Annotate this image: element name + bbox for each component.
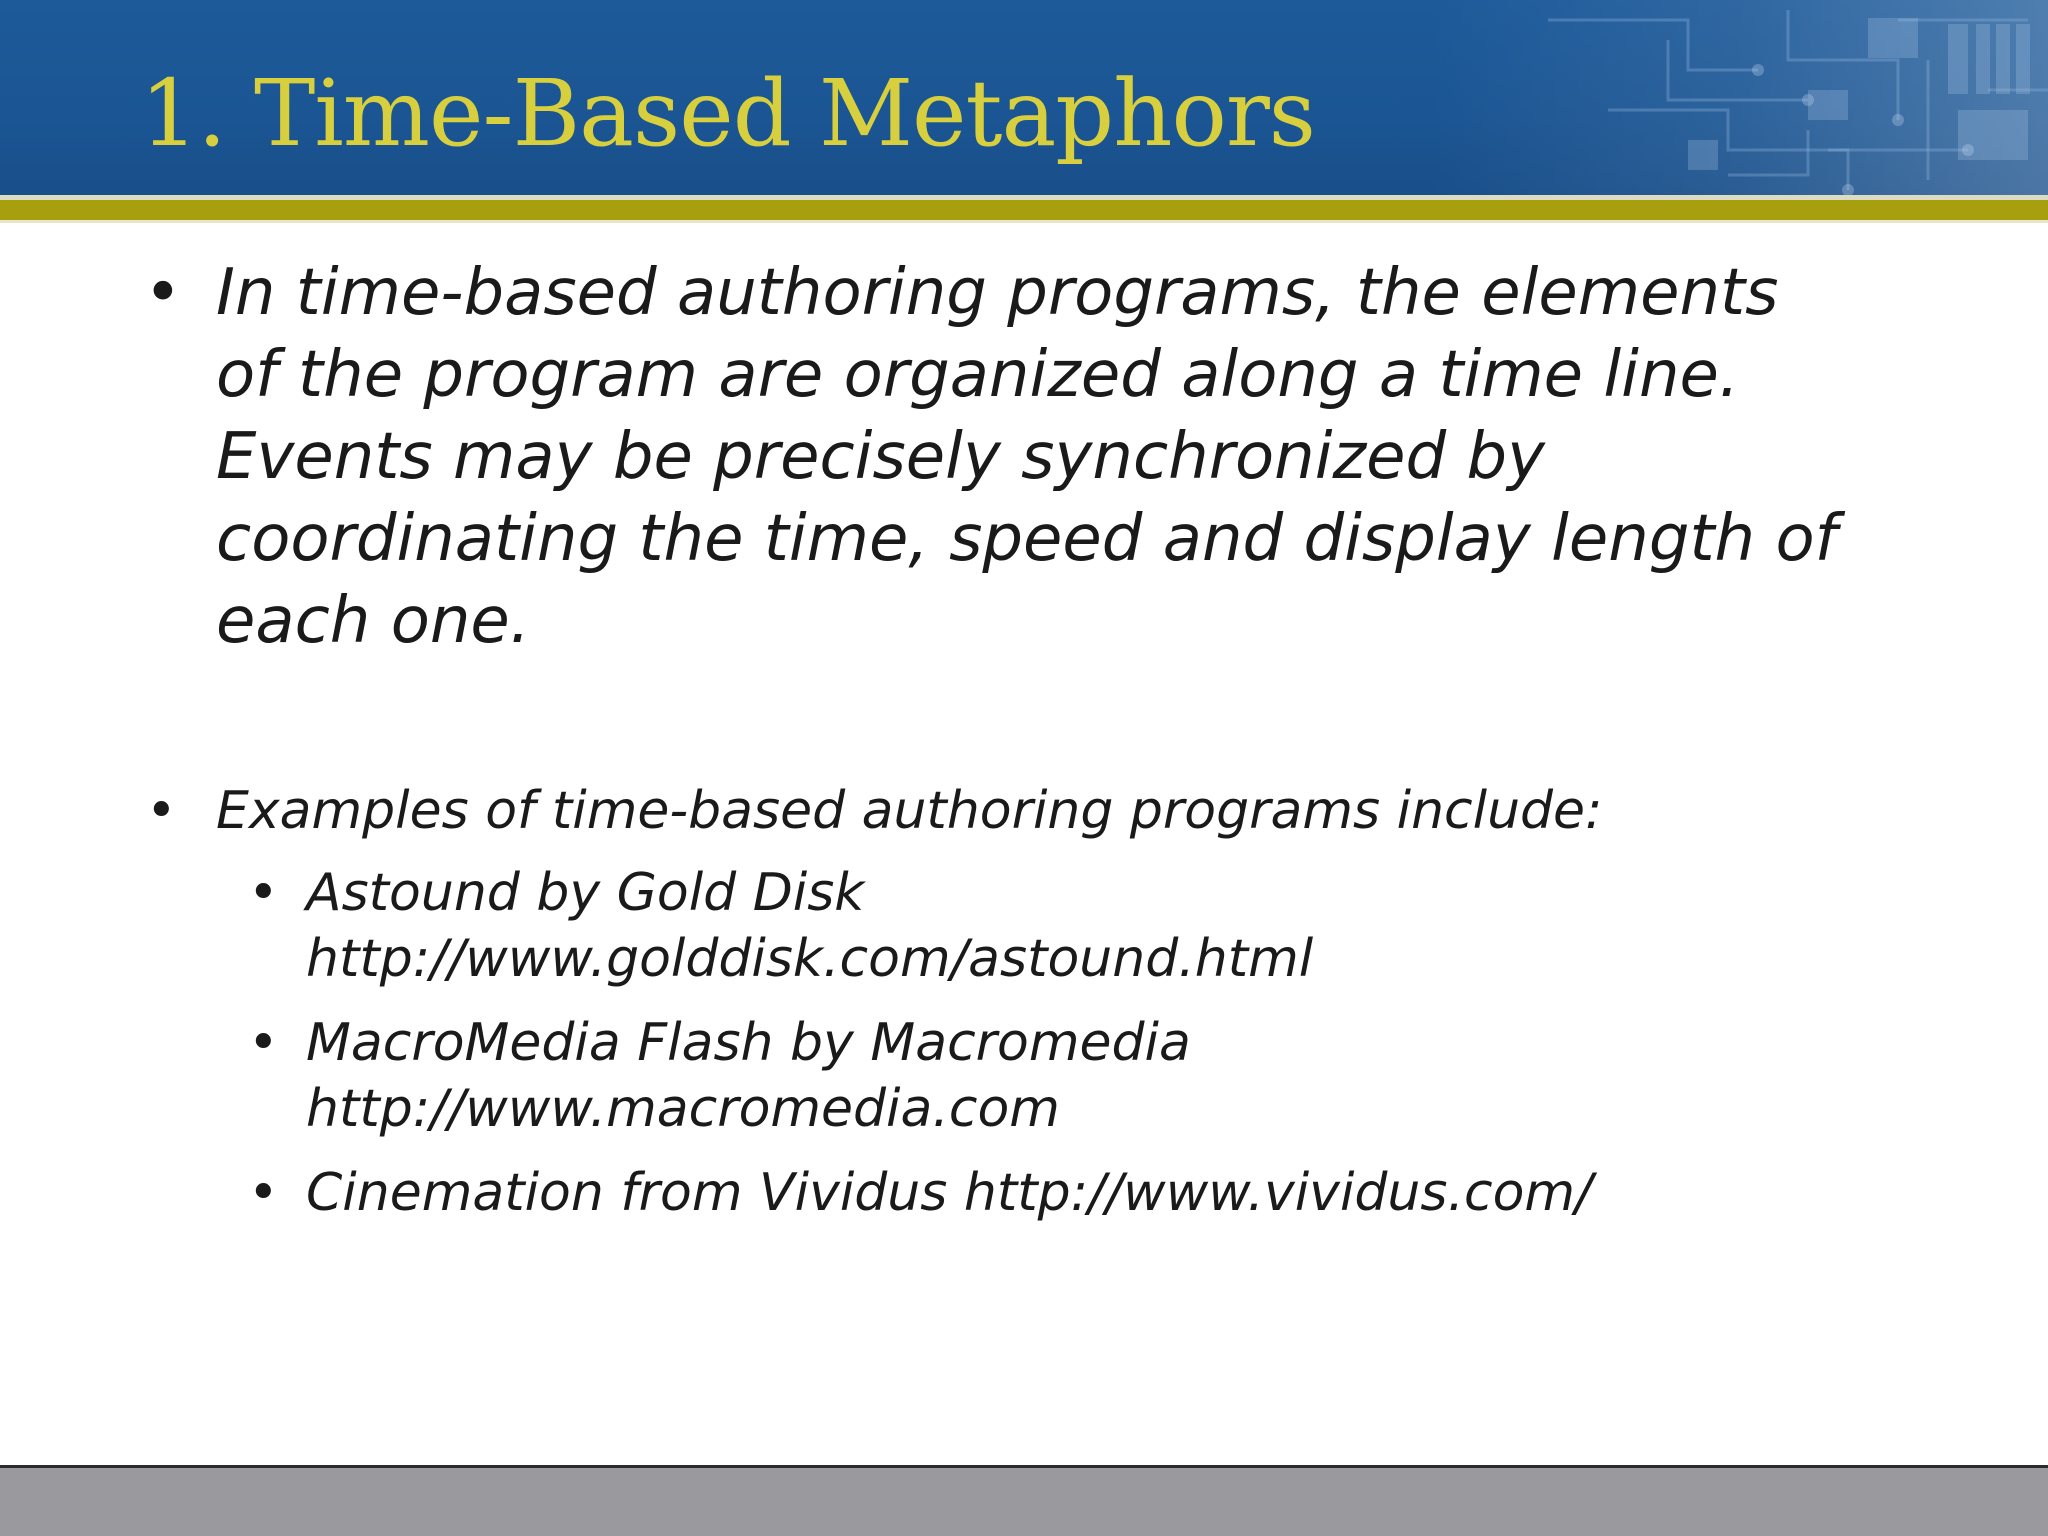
bullet-text: In time-based authoring programs, the elements of the program are organized along a time line. Events may be precisely synchronized by coordinating the time, speed and display length of each one. bbox=[216, 256, 1838, 658]
sub-bullet-cinemation bbox=[248, 1160, 1706, 1226]
bullet-text: Examples of time-based authoring programs include: bbox=[216, 781, 1603, 841]
slide-title: 1. Time-Based Metaphors bbox=[140, 60, 1316, 167]
bullet-examples-intro bbox=[146, 778, 1856, 844]
sub-bullet-text: MacroMedia Flash by Macromedia http://www.macromedia.com bbox=[306, 1013, 1191, 1139]
bullet-glyph: • bbox=[248, 1013, 279, 1073]
sub-bullet-text: Cinemation from Vividus http://www.vividus.com/ bbox=[306, 1163, 1593, 1223]
bullet-glyph: • bbox=[248, 1163, 279, 1223]
bullet-glyph: • bbox=[248, 863, 279, 923]
bullet-glyph: • bbox=[146, 781, 177, 841]
sub-bullet-astound bbox=[248, 860, 1706, 992]
sub-bullet-text: Astound by Gold Disk http://www.golddisk.com/astound.html bbox=[306, 863, 1314, 989]
bullet-timeline-description bbox=[144, 252, 1856, 662]
bullet-glyph: • bbox=[144, 256, 182, 330]
footer-bar bbox=[0, 1468, 2048, 1536]
sub-bullet-flash bbox=[248, 1010, 1706, 1142]
